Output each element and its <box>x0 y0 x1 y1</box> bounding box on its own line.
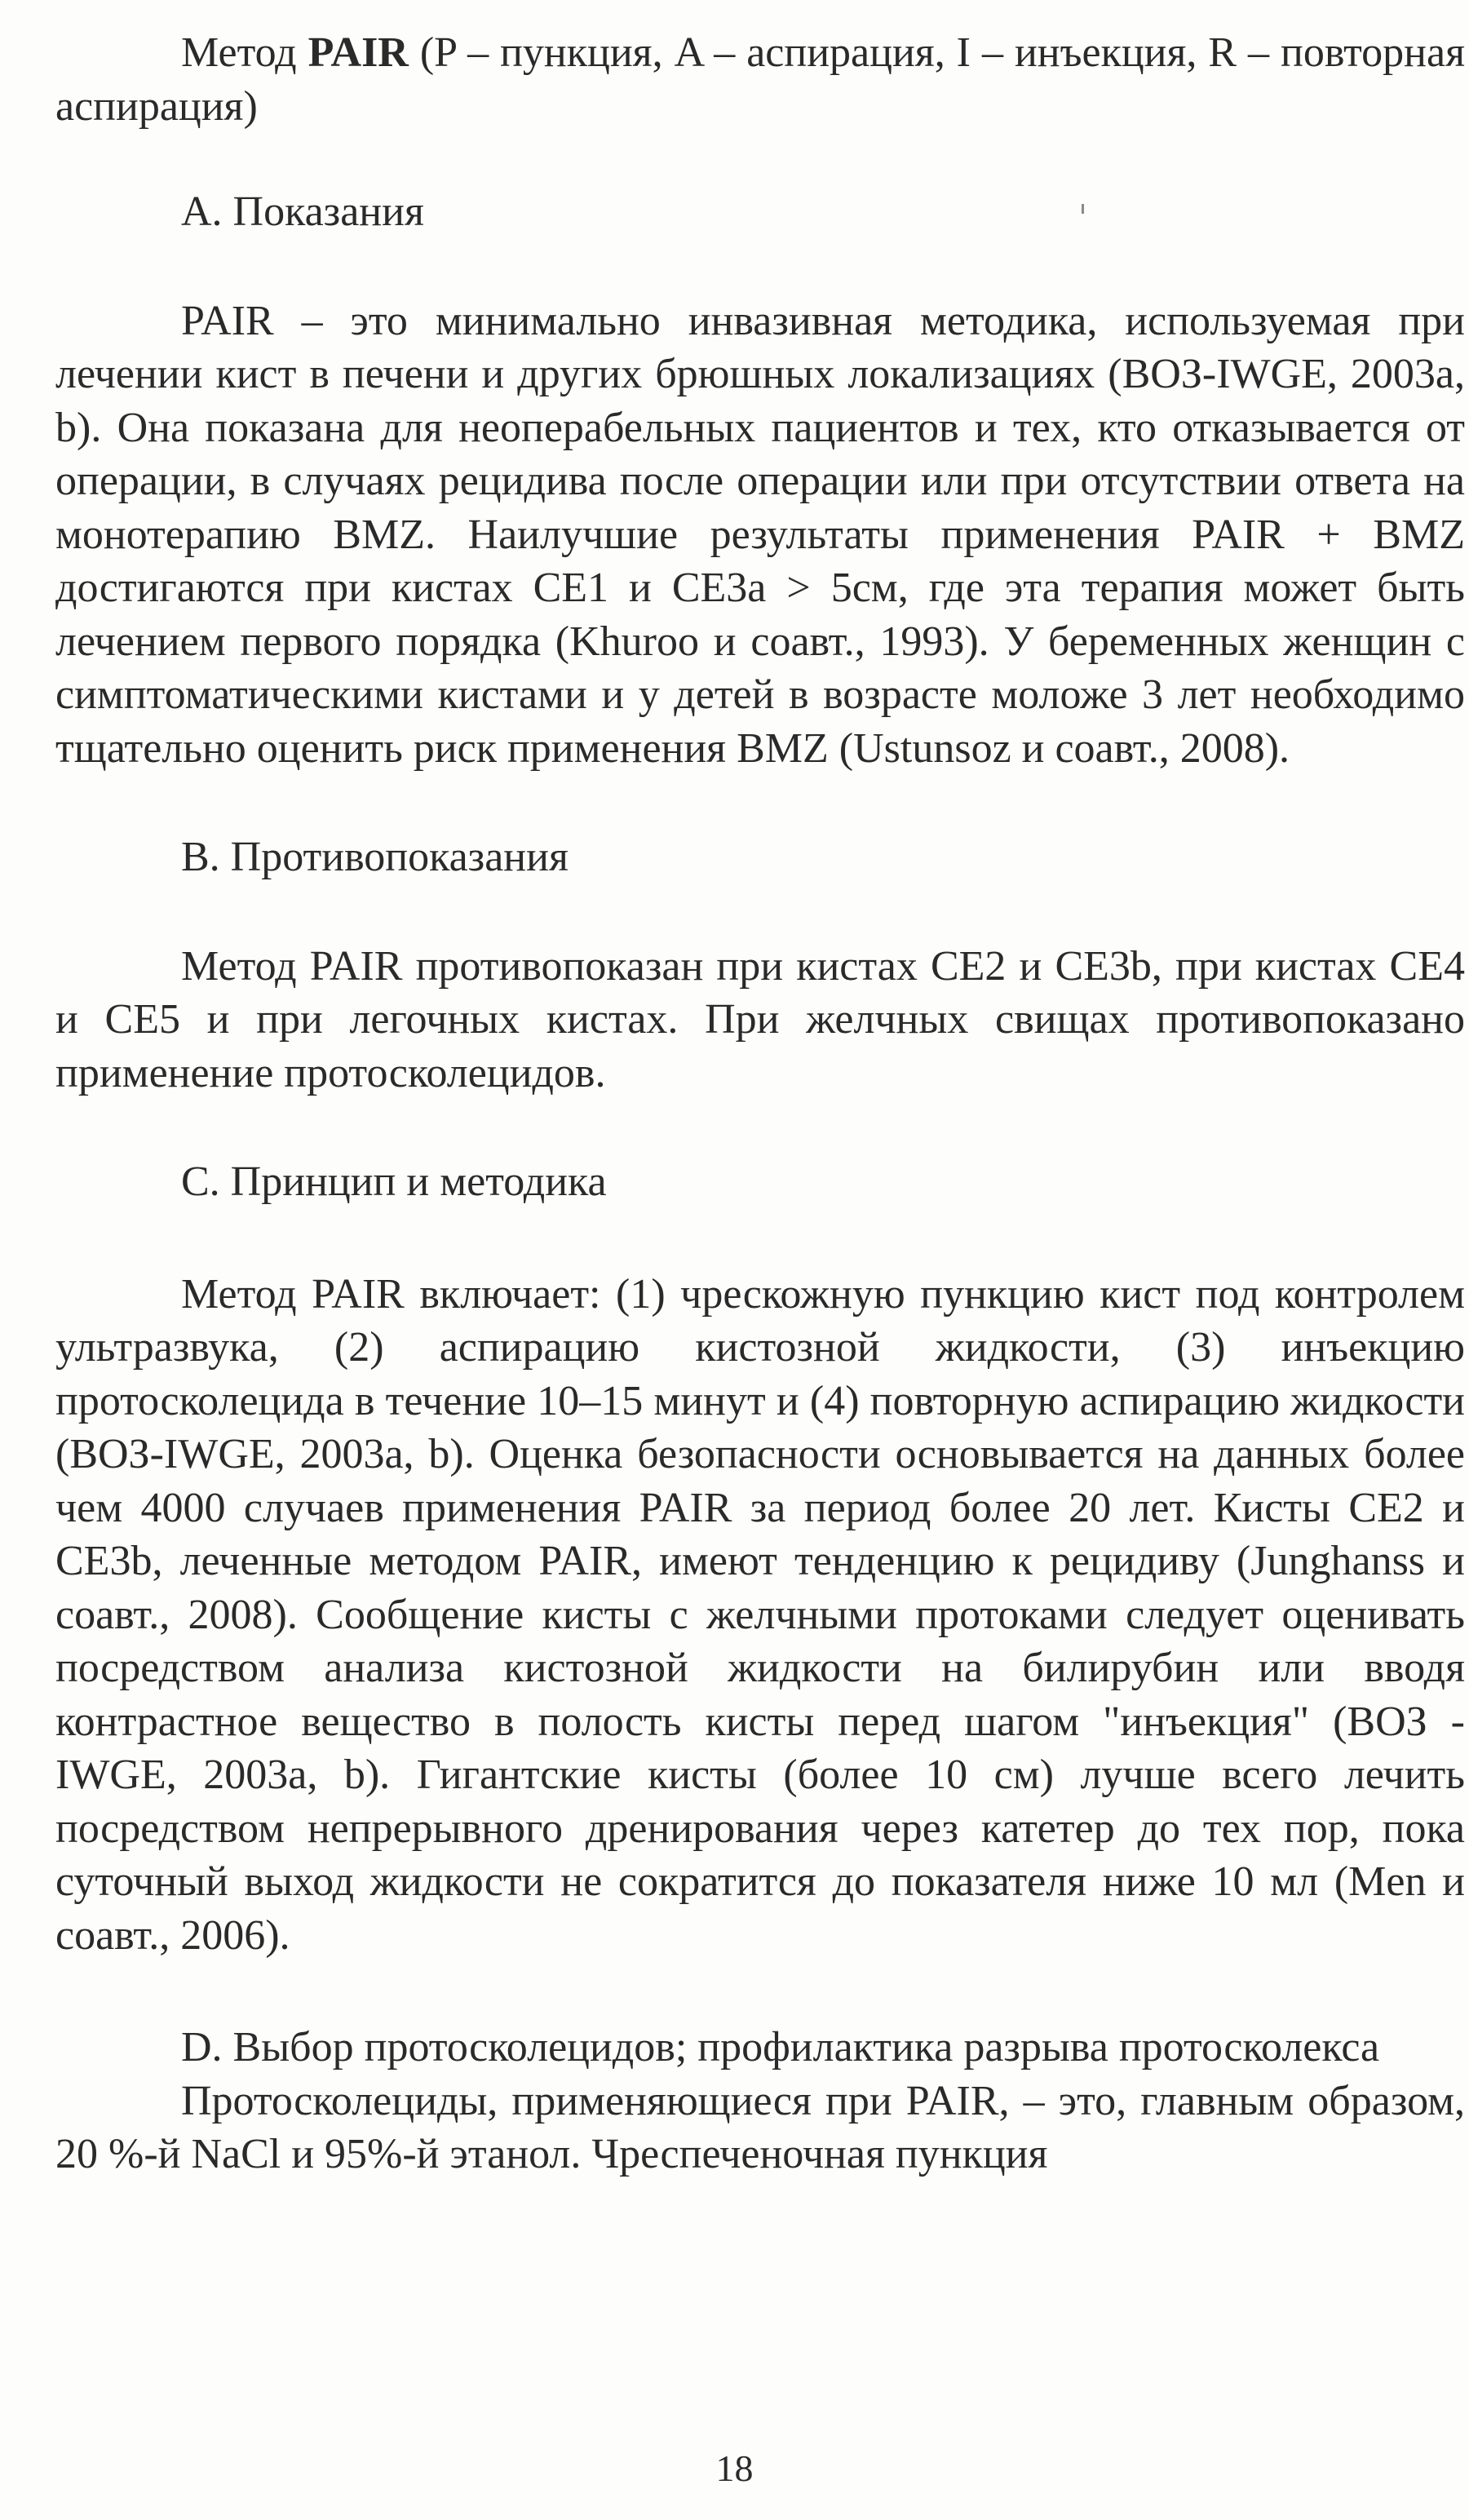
page-number: 18 <box>715 2447 754 2489</box>
section-c-text: Метод PAIR включает: (1) чрескожную пункцию кист под контролем ультразвука, (2) аспирацию кистозной жидкости, (3) инъекцию протосколецида в течение 10–15 минут и (4) повторную аспирацию жидкости (ВОЗ-IWGE, 2003a, b). Оценка безопасности основывается на данных более чем 4000 случаев применения PAIR за период более 20 лет. Кисты CE2 и CE3b, леченные методом PAIR, имеют тенденцию к рецидиву (Junghanss и соавт., 2008). Сообщение кисты с желчными протоками следует оценивать посредством анализа кистозной жидкости на билирубин или вводя контрастное вещество в полость кисты перед шагом "инъекция" (ВОЗ -IWGE, 2003a, b). Гигантские кисты (более 10 см) лучше всего лечить посредством непрерывного дренирования через катетер до тех пор, пока суточный выход жидкости не сократится до показателя ниже 10 мл (Men и соавт., 2006). <box>55 1270 1465 1959</box>
intro-method-word: Метод <box>181 29 308 76</box>
section-d-text: Протосколециды, применяющиеся при PAIR, – это, главным образом, 20 %-й NaCl и 95%-й этанол. Чреспеченочная пункция <box>55 2077 1465 2177</box>
text-column <box>55 26 1465 2181</box>
intro-definition: (P – пункция, A – аспирация, I – инъекция, R – повторная аспирация) <box>55 29 1465 130</box>
section-a-heading: A. Показания <box>181 188 424 235</box>
method-name: PAIR <box>308 29 409 76</box>
section-d-heading: D. Выбор протосколецидов; профилактика разрыва протосколекса <box>181 2024 1380 2070</box>
intro-paragraph <box>55 26 1465 133</box>
section-b-heading: B. Противопоказания <box>181 834 569 880</box>
section-a-text: PAIR – это минимально инвазивная методика, используемая при лечении кист в печени и других брюшных локализациях (ВОЗ-IWGE, 2003a, b). Она показана для неоперабельных пациентов и тех, кто отказывается от операции, в случаях рецидива после операции или при отсутствии ответа на монотерапию BMZ. Наилучшие результаты применения PAIR + BMZ достигаются при кистах CE1 и CE3a > 5см, где эта терапия может быть лечением первого порядка (Khuroo и соавт., 1993). У беременных женщин с симптоматическими кистами и у детей в возрасте моложе 3 лет необходимо тщательно оценить риск применения BMZ (Ustunsoz и соавт., 2008). <box>55 297 1465 772</box>
section-b-text: Метод PAIR противопоказан при кистах CE2 и CE3b, при кистах CE4 и CE5 и при легочных кистах. При желчных свищах противопоказано применение протосколецидов. <box>55 942 1465 1096</box>
section-c-heading: C. Принцип и методика <box>181 1158 607 1205</box>
